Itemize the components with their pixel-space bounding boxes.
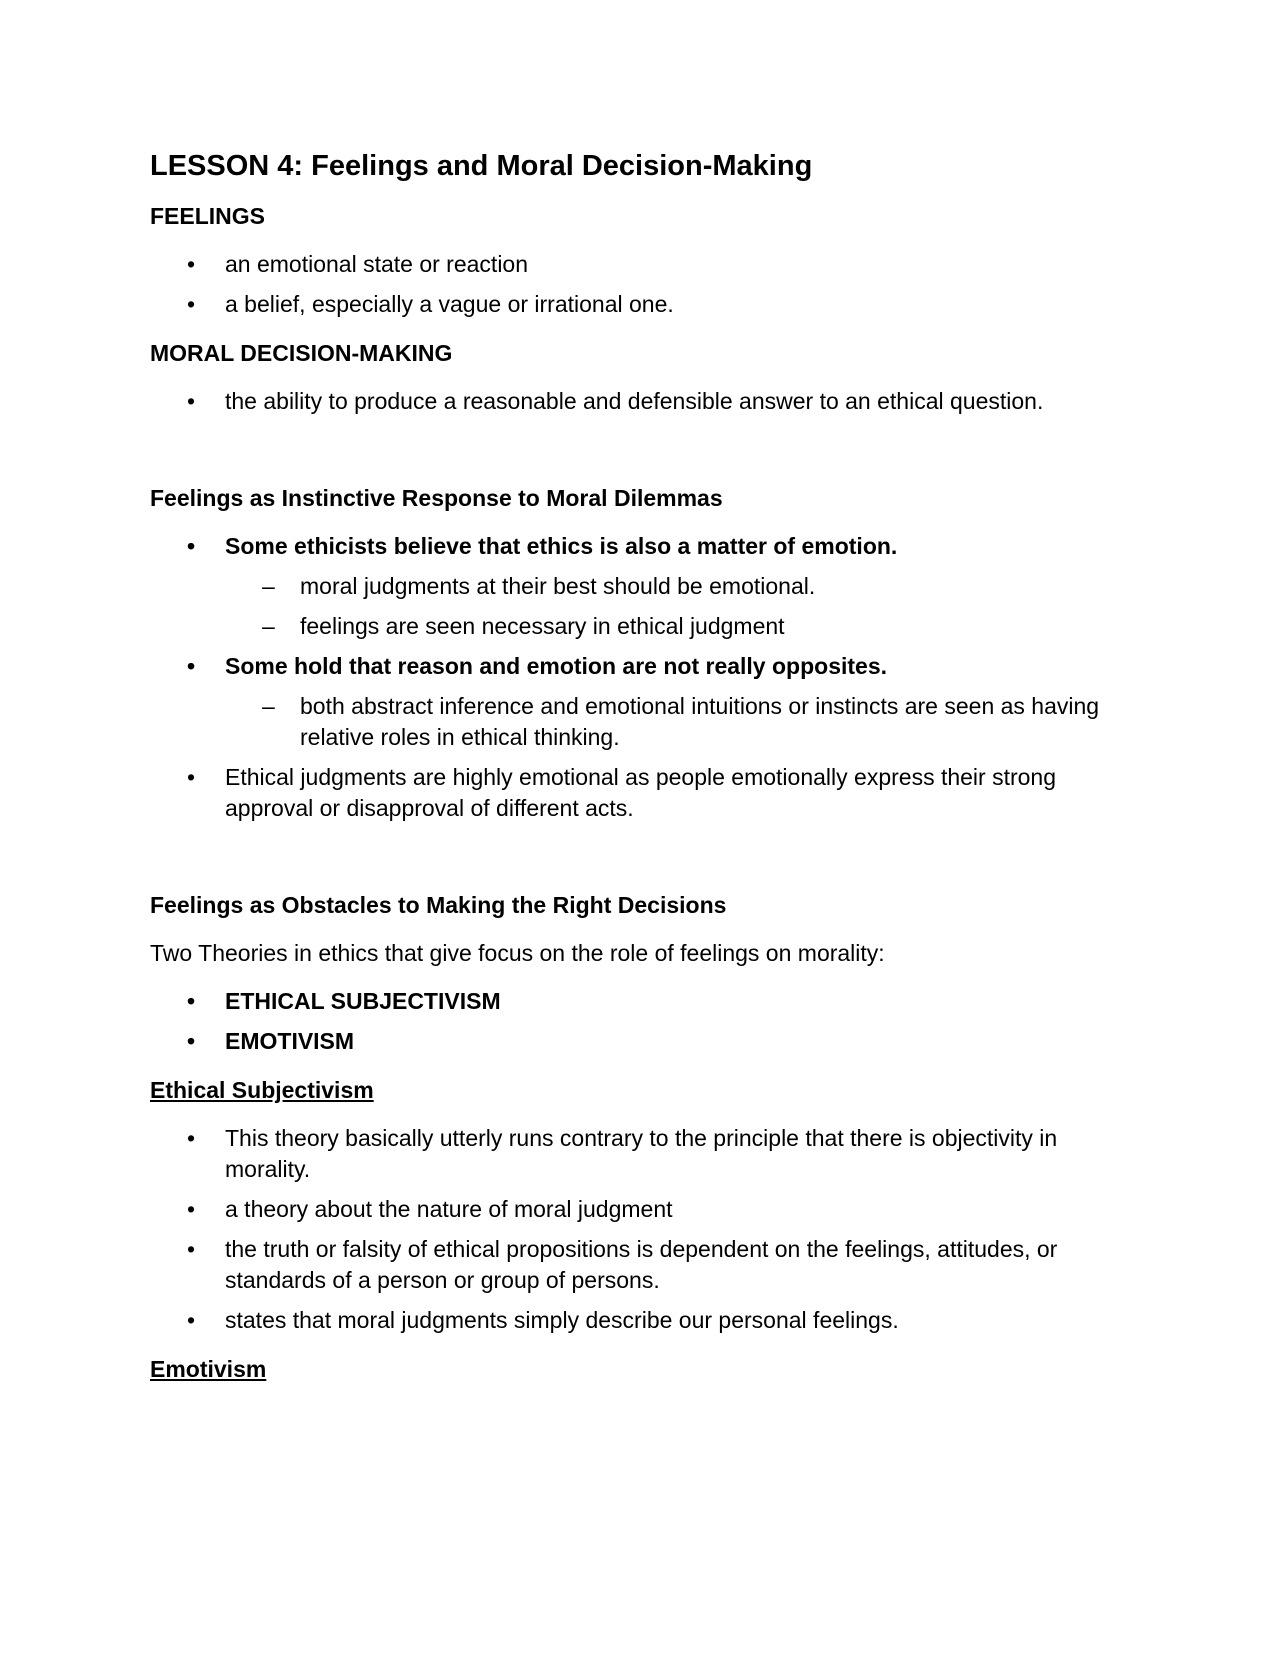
bullet-icon: • [187, 764, 196, 790]
moral-decision-making-heading: MORAL DECISION-MAKING [150, 340, 453, 366]
list-item-text: Some ethicists believe that ethics is also a matter of emotion. [225, 533, 898, 559]
list-item-text: moral judgments at their best should be emotional. [300, 573, 816, 599]
dash-icon: – [262, 613, 275, 639]
list-item-text: states that moral judgments simply describe our personal feelings. [225, 1307, 899, 1333]
bullet-icon: • [187, 653, 196, 679]
list-item-text: the truth or falsity of ethical propositions is dependent on the feelings, attitudes, or standards of a person or group of persons. [225, 1236, 1058, 1293]
subjectivism-item [150, 1305, 1130, 1336]
obstacles-heading: Feelings as Obstacles to Making the Right Decisions [150, 892, 727, 918]
instinctive-response-heading: Feelings as Instinctive Response to Moral Dilemmas [150, 485, 723, 511]
document-page [150, 140, 1130, 1393]
lesson-title: LESSON 4: Feelings and Moral Decision-Making [150, 150, 813, 182]
section-spacer [150, 426, 1130, 474]
subjectivism-item [150, 1194, 1130, 1225]
bullet-icon: • [187, 251, 196, 277]
feelings-definition-item [150, 289, 1130, 320]
obstacles-intro: Two Theories in ethics that give focus on the role of feelings on morality: [150, 940, 885, 966]
instinctive-point-item [150, 762, 1130, 824]
list-item-text: a theory about the nature of moral judgment [225, 1196, 673, 1222]
emotivism-heading: Emotivism [150, 1356, 267, 1382]
section-spacer [150, 833, 1130, 881]
list-item-text: Some hold that reason and emotion are not really opposites. [225, 653, 888, 679]
list-item-text: a belief, especially a vague or irrational one. [225, 291, 674, 317]
instinctive-subpoint-item [150, 611, 1130, 642]
list-item-text: an emotional state or reaction [225, 251, 529, 277]
dash-icon: – [262, 573, 275, 599]
ethical-subjectivism-heading: Ethical Subjectivism [150, 1077, 374, 1103]
feelings-heading: FEELINGS [150, 203, 266, 229]
bullet-icon: • [187, 1125, 196, 1151]
dash-icon: – [262, 693, 275, 719]
subjectivism-item [150, 1234, 1130, 1296]
theory-item [150, 1026, 1130, 1057]
bullet-icon: • [187, 533, 196, 559]
list-item-text: ETHICAL SUBJECTIVISM [225, 988, 501, 1014]
bullet-icon: • [187, 388, 196, 414]
list-item-text: This theory basically utterly runs contrary to the principle that there is objectivity in morality. [225, 1125, 1058, 1182]
theory-item [150, 986, 1130, 1017]
instinctive-point-item [150, 531, 1130, 562]
bullet-icon: • [187, 291, 196, 317]
instinctive-point-item [150, 651, 1130, 682]
bullet-icon: • [187, 1028, 196, 1054]
list-item-text: the ability to produce a reasonable and defensible answer to an ethical question. [225, 388, 1044, 414]
list-item-text: EMOTIVISM [225, 1028, 355, 1054]
list-item-text: both abstract inference and emotional intuitions or instincts are seen as having relative roles in ethical thinking. [300, 693, 1100, 750]
list-item-text: Ethical judgments are highly emotional as people emotionally express their strong approval or disapproval of different acts. [225, 764, 1057, 821]
moral-decision-making-definition-item [150, 386, 1130, 417]
list-item-text: feelings are seen necessary in ethical judgment [300, 613, 785, 639]
subjectivism-item [150, 1123, 1130, 1185]
bullet-icon: • [187, 1307, 196, 1333]
feelings-definition-item [150, 249, 1130, 280]
instinctive-subpoint-item [150, 691, 1130, 753]
instinctive-subpoint-item [150, 571, 1130, 602]
bullet-icon: • [187, 1236, 196, 1262]
bullet-icon: • [187, 988, 196, 1014]
bullet-icon: • [187, 1196, 196, 1222]
